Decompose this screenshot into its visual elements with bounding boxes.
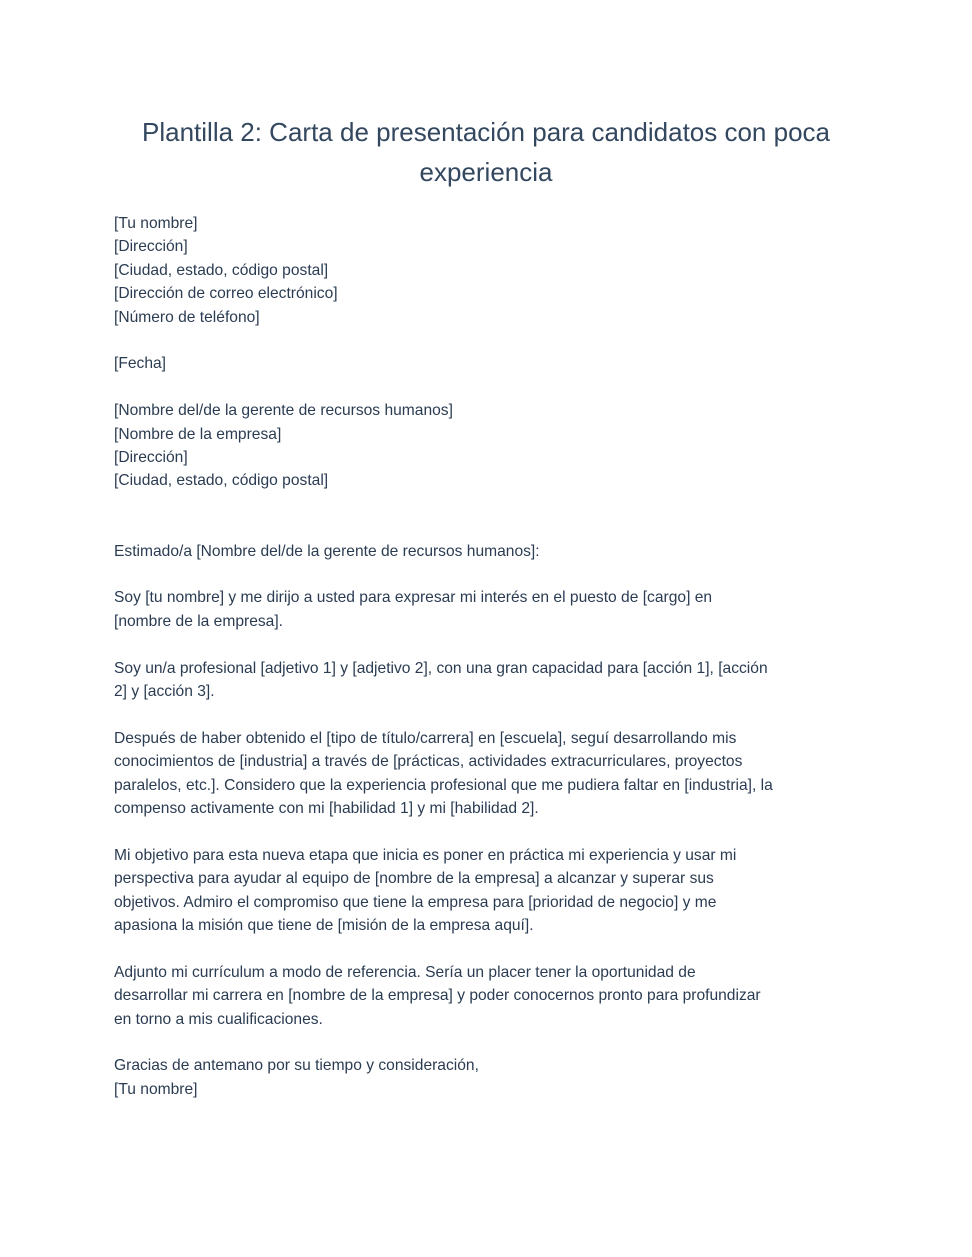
letter-body	[114, 212, 874, 1101]
sender-city: [Ciudad, estado, código postal]	[114, 261, 329, 279]
paragraph-line: desarrollar mi carrera en [nombre de la empresa] y poder conocernos pronto para profundizar	[114, 987, 761, 1005]
paragraph	[114, 586, 874, 633]
paragraph-line: Mi objetivo para esta nueva etapa que inicia es poner en práctica mi experiencia y usar mi	[114, 846, 737, 864]
recipient-name: [Nombre del/de la gerente de recursos humanos]	[114, 402, 453, 420]
signature: [Tu nombre]	[114, 1080, 198, 1098]
paragraph-line: 2] y [acción 3].	[114, 683, 215, 701]
sender-address: [Dirección]	[114, 238, 188, 256]
paragraph	[114, 727, 874, 821]
sender-email: [Dirección de correo electrónico]	[114, 285, 338, 303]
paragraph-line: Adjunto mi currículum a modo de referencia. Sería un placer tener la oportunidad de	[114, 963, 696, 981]
title-line: Plantilla 2: Carta de presentación para candidatos con poca	[142, 117, 830, 147]
paragraph	[114, 961, 874, 1031]
recipient-company: [Nombre de la empresa]	[114, 425, 282, 443]
closing: Gracias de antemano por su tiempo y consideración,	[114, 1057, 479, 1075]
sender-block	[114, 212, 874, 329]
sender-phone: [Número de teléfono]	[114, 308, 260, 326]
paragraph-line: objetivos. Admiro el compromiso que tiene la empresa para [prioridad de negocio] y me	[114, 893, 717, 911]
recipient-city: [Ciudad, estado, código postal]	[114, 472, 329, 490]
paragraph-line: Soy [tu nombre] y me dirijo a usted para expresar mi interés en el puesto de [cargo] en	[114, 589, 713, 607]
paragraph-line: en torno a mis cualificaciones.	[114, 1010, 323, 1028]
sender-name: [Tu nombre]	[114, 215, 198, 232]
paragraph-line: conocimientos de [industria] a través de [prácticas, actividades extracurriculares, proyectos	[114, 753, 743, 771]
recipient-address: [Dirección]	[114, 449, 188, 467]
paragraph	[114, 657, 874, 704]
paragraph-line: perspectiva para ayudar al equipo de [nombre de la empresa] a alcanzar y superar sus	[114, 870, 714, 888]
paragraph-line: Soy un/a profesional [adjetivo 1] y [adjetivo 2], con una gran capacidad para [acción 1], [acción	[114, 659, 768, 677]
letter-date: [Fecha]	[114, 355, 167, 373]
page-title	[100, 112, 872, 192]
paragraph-line: compenso activamente con mi [habilidad 1] y mi [habilidad 2].	[114, 800, 539, 818]
paragraph-line: Después de haber obtenido el [tipo de título/carrera] en [escuela], seguí desarrollando mis	[114, 729, 737, 747]
title-line: experiencia	[419, 157, 553, 187]
salutation: Estimado/a [Nombre del/de la gerente de recursos humanos]:	[114, 542, 540, 560]
paragraph-line: [nombre de la empresa].	[114, 612, 284, 630]
paragraph	[114, 844, 874, 938]
paragraph-line: apasiona la misión que tiene de [misión de la empresa aquí].	[114, 917, 534, 935]
paragraph-line: paralelos, etc.]. Considero que la experiencia profesional que me pudiera faltar en [industria], la	[114, 776, 773, 794]
recipient-block	[114, 399, 874, 493]
